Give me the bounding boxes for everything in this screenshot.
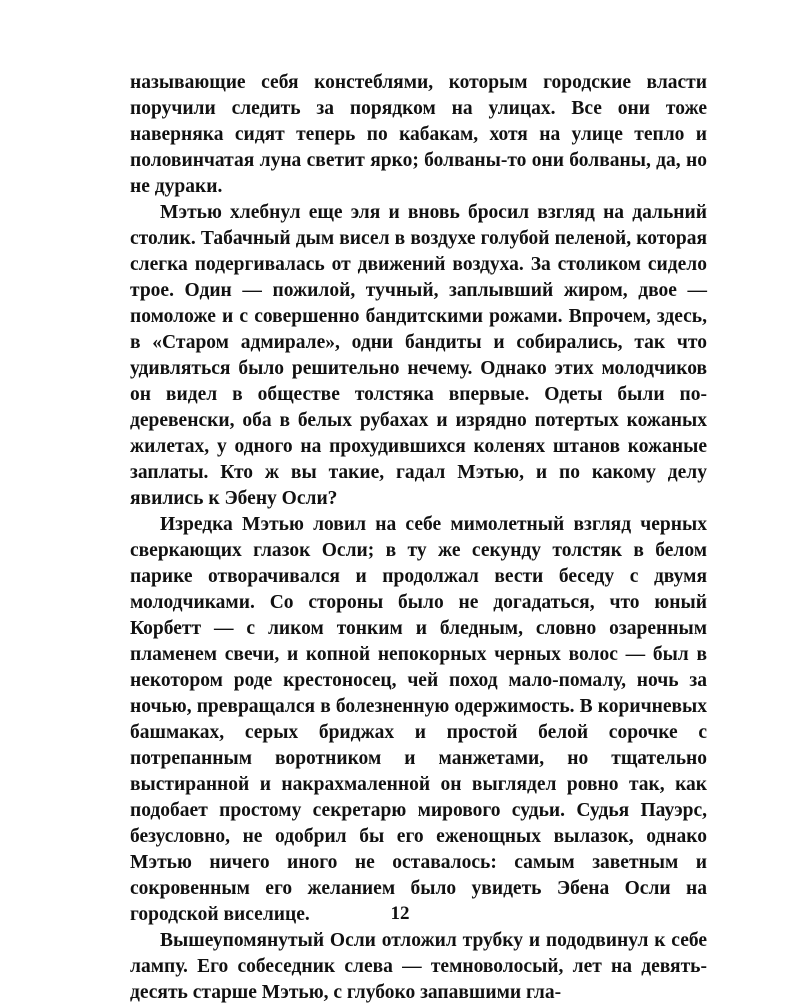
paragraph-4: Вышеупомянутый Осли отложил трубку и пододвинул к себе лампу. Его собеседник слева — темноволосый, лет на девять-десять старше Мэтью, с глубоко запавшими гла- bbox=[130, 930, 707, 1003]
paragraph-2: Мэтью хлебнул еще эля и вновь бросил взгляд на дальний столик. Табачный дым висел в воздухе голубой пеленой, которая слегка подергивалась от движений воздуха. За столиком сидело трое. Один — пожилой, тучный, заплывший жиром, двое — помоложе и с совершенно бандитскими рожами. Впрочем, здесь, в «Старом адмирале», одни бандиты и собирались, так что удивляться было решительно нечему. Однако этих молодчиков он видел в обществе толстяка впервые. Одеты были по-деревенски, оба в белых рубахах и изрядно потертых кожаных жилетах, у одного на прохудившихся коленях штанов кожаные заплаты. Кто ж вы такие, гадал Мэтью, и по какому делу явились к Эбену Осли? bbox=[130, 202, 707, 509]
page-number: 12 bbox=[390, 903, 410, 924]
paragraph-1: называющие себя констеблями, которым городские власти поручили следить за порядком на улицах. Все они тоже наверняка сидят теперь по кабакам, хотя на улице тепло и половинчатая луна светит ярко; болваны-то они болваны, да, но не дураки. bbox=[130, 72, 707, 197]
page-text bbox=[130, 70, 707, 1006]
paragraph-3: Изредка Мэтью ловил на себе мимолетный взгляд черных сверкающих глазок Осли; в ту же секунду толстяк в белом парике отворачивался и продолжал вести беседу с двумя молодчиками. Со стороны было не догадаться, что юный Корбетт — с ликом тонким и бледным, словно озаренным пламенем свечи, и копной непокорных черных волос — был в некотором роде крестоносец, чей поход мало-помалу, ночь за ночью, превращался в болезненную одержимость. В коричневых башмаках, серых бриджах и простой белой сорочке с потрепанным воротником и манжетами, но тщательно выстиранной и накрахмаленной он выглядел ровно так, как подобает простому секретарю мирового судьи. Судья Пауэрс, безусловно, не одобрил бы его еженощных вылазок, однако Мэтью ничего иного не оставалось: самым заветным и сокровенным его желанием было увидеть Эбена Осли на городской виселице. bbox=[130, 514, 707, 925]
